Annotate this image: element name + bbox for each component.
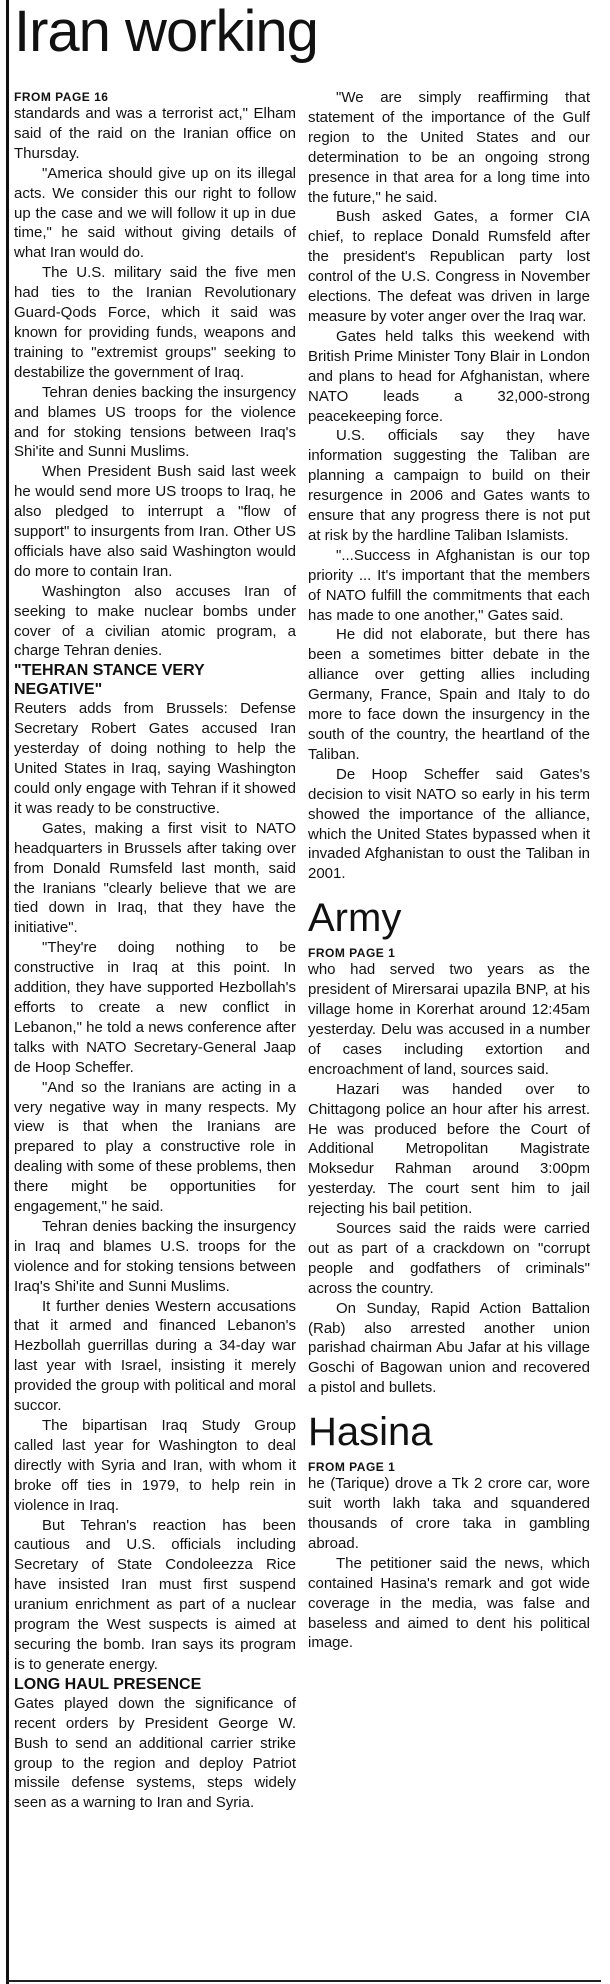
article-column-left <box>14 88 296 1813</box>
army-kicker: FROM PAGE 1 <box>308 946 396 961</box>
paragraph: Tehran denies backing the insurgency and blames US troops for the violence and for stoking tensions between Iraq's Shi'ite and Sunni Muslims. <box>14 383 296 461</box>
article-column-right <box>308 88 590 1653</box>
paragraph: Bush asked Gates, a former CIA chief, to replace Donald Rumsfeld after the president's Republican party lost control of the U.S. Congress in November elections. The defeat was driven in large measure by voter anger over the Iraq war. <box>308 208 590 325</box>
paragraph: Tehran denies backing the insurgency in Iraq and blames U.S. troops for the violence and for stoking tensions between Iraq's Shi'ite and Sunni Muslims. <box>14 1217 296 1295</box>
paragraph: Reuters adds from Brussels: Defense Secretary Robert Gates accused Iran yesterday of doing nothing to help the United States in Iraq, saying Washington could only engage with Tehran if it showed it was ready to be constructive. <box>14 700 296 817</box>
paragraph: "They're doing nothing to be constructive in Iraq at this point. In addition, they have supported Hezbollah's efforts to create a new conflict in Lebanon," he told a news conference after talks with NATO Secretary-General Jaap de Hoop Scheffer. <box>14 939 296 1076</box>
paragraph: standards and was a terrorist act," Elham said of the raid on the Iranian office on Thursday. <box>14 105 296 162</box>
paragraph: "America should give up on its illegal acts. We consider this our right to follow up the case and we will follow it up in due time," he said without giving details of what Iran would do. <box>14 164 296 262</box>
bottom-rule <box>6 1980 601 1982</box>
paragraph: De Hoop Scheffer said Gates's decision to visit NATO so early in his term showed the importance of the alliance, which the United States bypassed when it invaded Afghanistan to oust the Taliban in 2001. <box>308 765 590 883</box>
paragraph: On Sunday, Rapid Action Battalion (Rab) also arrested another union parishad chairman Abu Jafar at his village Goschi of Bagowan union and recovered a pistol and bullets. <box>308 1299 590 1397</box>
paragraph: Sources said the raids were carried out as part of a crackdown on "corrupt people and godfathers of criminals" across the country. <box>308 1220 590 1297</box>
paragraph: But Tehran's reaction has been cautious and U.S. officials including Secretary of State Condoleezza Rice have insisted Iran must first suspend uranium enrichment as part of a nuclear program the West suspects is aimed at securing the bomb. Iran says its program is to generate energy. <box>14 1516 296 1673</box>
paragraph: he (Tarique) drove a Tk 2 crore car, wore suit worth lakh taka and squandered thousands of crore taka in gambling abroad. <box>308 1475 590 1552</box>
paragraph: Gates held talks this weekend with British Prime Minister Tony Blair in London and plans to head for Afghanistan, where NATO leads a 32,000-strong peacekeeping force. <box>308 327 590 425</box>
kicker-from-page: FROM PAGE 16 <box>14 90 109 104</box>
subhead: "TEHRAN STANCE VERY NEGATIVE" <box>14 662 205 699</box>
paragraph: Hazari was handed over to Chittagong police an hour after his arrest. He was produced before the Court of Additional Metropolitan Magistrate Moksedur Rahman around 3:00pm yesterday. The court sent him to jail rejecting his bail petition. <box>308 1080 590 1218</box>
paragraph: "...Success in Afghanistan is our top priority ... It's important that the members of NATO fulfill the commitments that each has made to one another," Gates said. <box>308 546 590 624</box>
hasina-title: Hasina <box>308 1410 433 1455</box>
paragraph: Washington also accuses Iran of seeking to make nuclear bombs under cover of a civilian atomic program, a charge Tehran denies. <box>14 582 296 660</box>
paragraph: Gates, making a first visit to NATO headquarters in Brussels after taking over from Donald Rumsfeld last month, said the Iranians "clearly believe that we are tied down in Iraq, that they have the initiative". <box>14 819 296 937</box>
left-column-rule <box>6 0 9 1984</box>
army-title: Army <box>308 896 402 941</box>
paragraph: The U.S. military said the five men had ties to the Iranian Revolutionary Guard-Qods Force, which it said was known for providing funds, weapons and training to "extremist groups" seeking to destabilize the government of Iraq. <box>14 264 296 381</box>
paragraph-continued: Gates played down the significance of recent orders by President George W. Bush to send an additional carrier strike group to the region and deploy Patriot missile defense systems, steps widely seen as a warning to Iran and Syria. <box>14 1694 296 1812</box>
paragraph: "And so the Iranians are acting in a very negative way in many respects. My view is that when the Iranians are prepared to play a constructive role in dealing with some of these problems, then there might be opportunities for engagement," he said. <box>14 1078 296 1216</box>
paragraph: U.S. officials say they have information suggesting the Taliban are planning a campaign to build on their resurgence in 2006 and Gates wants to ensure that any progress there is not put at risk by the hardline Taliban Islamists. <box>308 427 590 544</box>
paragraph: The bipartisan Iraq Study Group called last year for Washington to deal directly with Syria and Iran, with whom it broke off ties in 1979, to help rein in violence in Iraq. <box>14 1417 296 1514</box>
paragraph: He did not elaborate, but there has been a sometimes bitter debate in the alliance over getting allies including Germany, France, Spain and Italy to do more to face down the insurgency in the south of the country, the heartland of the Taliban. <box>308 626 590 763</box>
headline: Iran working <box>14 0 318 64</box>
paragraph: It further denies Western accusations that it armed and financed Lebanon's Hezbollah guerrillas during a 34-day war last year with Israel, insisting it merely provided the group with political and moral succor. <box>14 1297 296 1415</box>
subhead: LONG HAUL PRESENCE <box>14 1675 202 1693</box>
paragraph: When President Bush said last week he would send more US troops to Iraq, he also pledged to interrupt a "flow of support" to insurgents from Iran. Other US officials have also said Washington would do more to contain Iran. <box>14 463 296 580</box>
paragraph: who had served two years as the president of Mirersarai upazila BNP, at his village home in Korerhat around 12:45am yesterday. Delu was accused in a number of cases including extortion and encroachment of land, sources said. <box>308 961 590 1078</box>
hasina-kicker: FROM PAGE 1 <box>308 1460 396 1475</box>
paragraph: "We are simply reaffirming that statement of the importance of the Gulf region to the United States and our determination to be an ongoing strong presence in that area for a long time into the future," he said. <box>308 89 590 206</box>
paragraph: The petitioner said the news, which contained Hasina's remark and got wide coverage in the media, was false and baseless and aimed to dent his political image. <box>308 1554 590 1652</box>
